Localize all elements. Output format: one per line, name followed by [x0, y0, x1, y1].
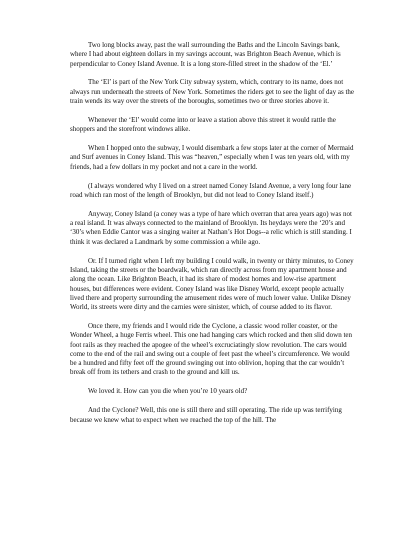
- paragraph-mermaid-and-surf: When I hopped onto the subway, I would disembark a few stops later at the corner of Mermaid and Surf avenues in Coney Island. This was “heaven,” especially when I was ten years old, with my friends, had a few dollars in my pocket and not a care in the world.: [70, 144, 354, 171]
- paragraph-cyclone-ride: And the Cyclone? Well, this one is still there and still operating. The ride up was terrifying because we knew what to expect when we reached the top of the hill. The: [70, 406, 342, 424]
- paragraph-coney-island-avenue: (I always wondered why I lived on a street named Coney Island Avenue, a very long four lane road which ran most of the length of Brooklyn, but did not lead to Coney Island itself.): [70, 181, 352, 199]
- paragraph-el-rattle: Whenever the ‘El’ would come into or leave a station above this street it would rattle the shoppers and the storefront windows alike.: [70, 115, 336, 134]
- document-body: [70, 41, 356, 425]
- paragraph-walk-to-coney-island: Or. If I turned right when I left my building I could walk, in twenty or thirty minutes, to Coney Island, taking the streets or the boardwalk, which ran directly across from my apartment house and along the ocean. Like Brighton Beach, it had its share of modest homes and low-rise apartment houses, but differences were evident. Coney Island was like Disney World, except people actually lived there and property surrounding the amusement rides were of much lower value. Unlike Disney World, its streets were dirty and the carnies were sinister, which, of course added to its flavor.: [70, 256, 354, 312]
- paragraph-baths-and-brighton-beach: Two long blocks away, past the wall surrounding the Baths and the Lincoln Savings bank, where I had about eighteen dollars in my savings account, was Brighton Beach Avenue, which is perpendicular to Coney Island Avenue. It is a long store-filled street in the shadow of the ‘El.’: [70, 41, 341, 68]
- paragraph-we-loved-it: We loved it. How can you die when you’re 10 years old?: [88, 387, 248, 396]
- paragraph-el-subway: The ‘El’ is part of the New York City subway system, which, contrary to its name, does not always run underneath the streets of New York. Sometimes the riders get to see the light of day as the train wends its way over the streets of the boroughs, sometimes two or three stories above it.: [70, 78, 355, 106]
- paragraph-coney-island-history: Anyway, Coney Island (a coney was a type of hare which overran that area years ago) was not a real island. It was always connected to the mainland of Brooklyn. Its heydays were the ‘20’s and ‘30’s when Eddie Cantor was a singing waiter at Nathan’s Hot Dogs--a relic which is still standing. I think it was declared a Landmark by some commission a while ago.: [70, 209, 352, 246]
- paragraph-cyclone-and-wonder-wheel: Once there, my friends and I would ride the Cyclone, a classic wood roller coaster, or the Wonder Wheel, a huge Ferris wheel. This one had hanging cars which rocked and then slid down ten foot rails as they reached the apogee of the wheel’s excruciatingly slow revolution. The cars would come to the end of the rail and swing out a couple of feet past the wheel’s circumference. We would be a hundred and fifty feet off the ground swinging out into oblivion, hoping that the car wouldn’t break off from its tethers and crash to the ground and kill us.: [70, 321, 353, 377]
